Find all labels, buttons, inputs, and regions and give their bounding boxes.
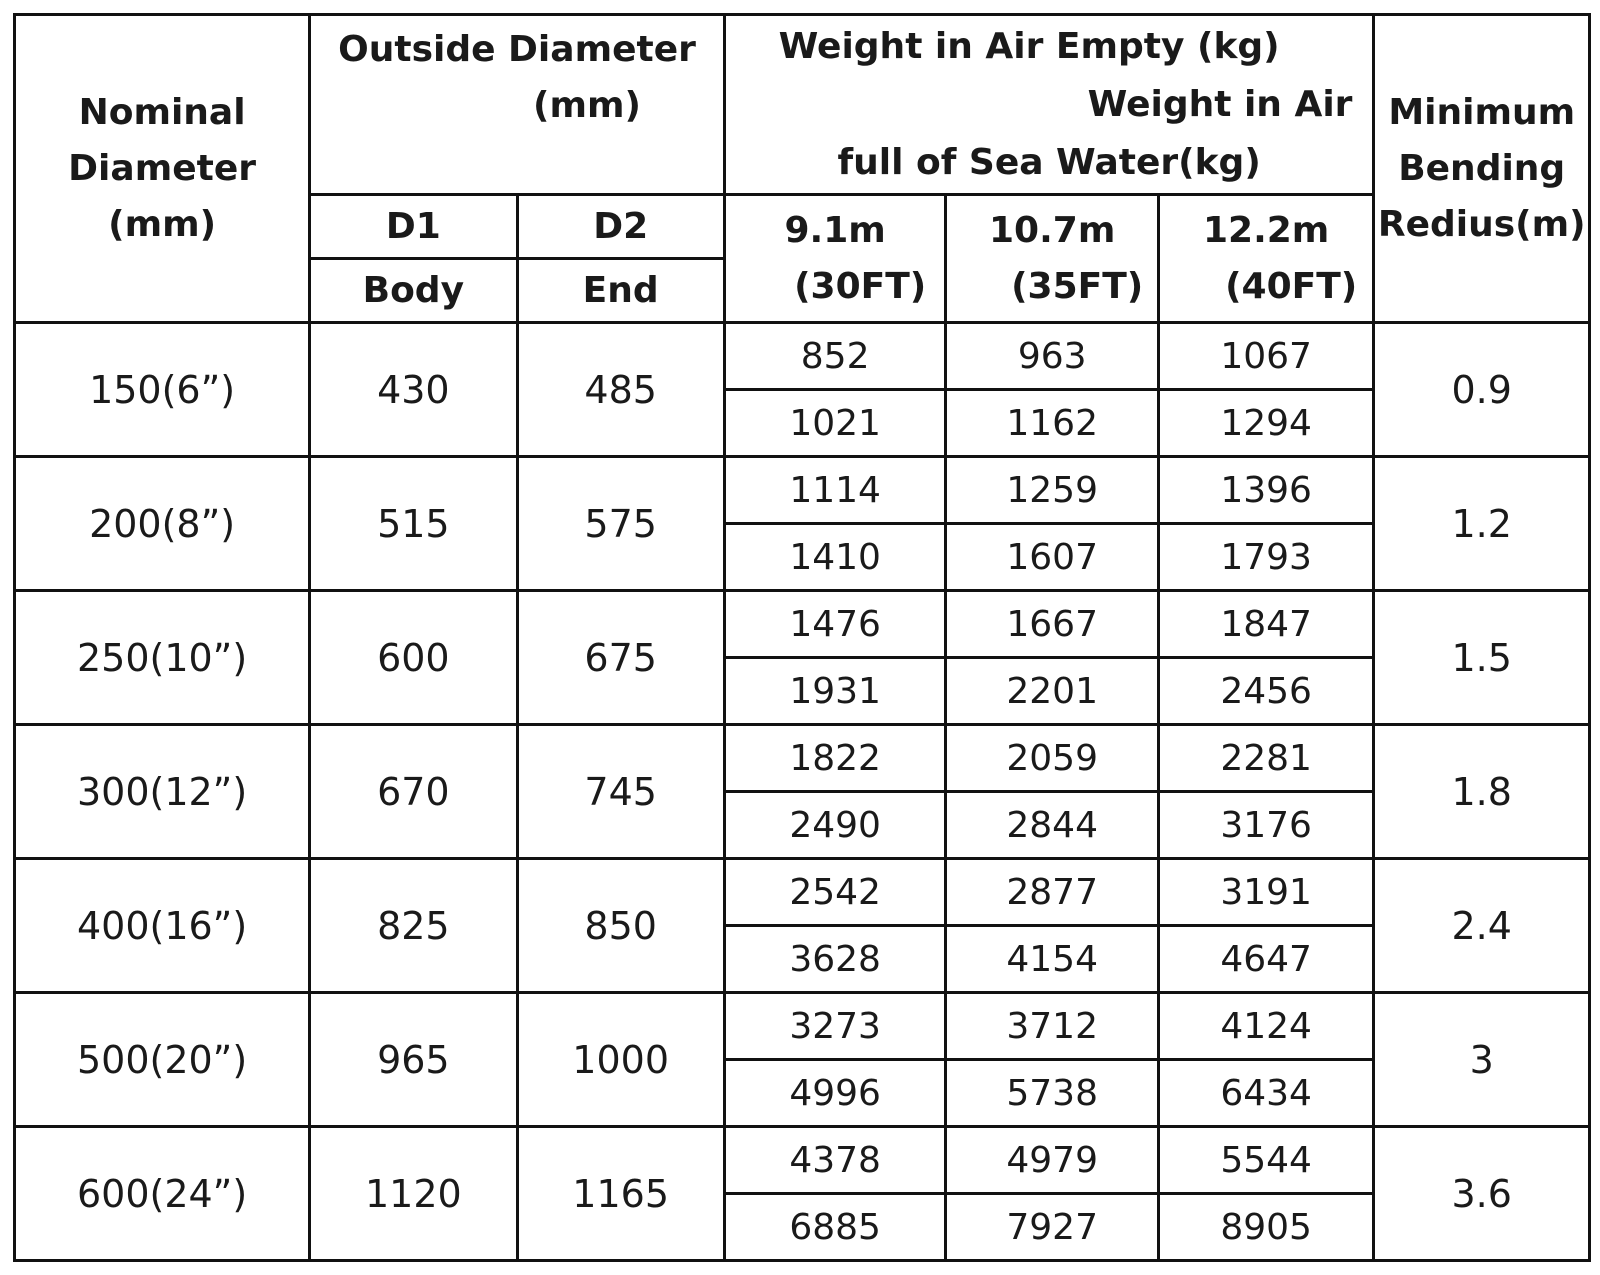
outside-diameter-header <box>310 15 725 195</box>
length-ft: (35FT) <box>1011 265 1144 307</box>
weight-header-seawater: full of Sea Water(kg) <box>837 141 1261 183</box>
weight-empty-cell: 1396 <box>1158 457 1374 524</box>
weight-full-cell: 3176 <box>1158 792 1374 859</box>
weight-empty-cell: 1476 <box>724 591 946 658</box>
weight-full-cell: 7927 <box>946 1194 1158 1261</box>
table-row <box>15 323 1590 390</box>
weight-full-cell: 1793 <box>1158 524 1374 591</box>
table-row <box>15 1127 1590 1194</box>
d2-end-cell: 1165 <box>517 1127 724 1261</box>
weight-empty-cell: 963 <box>946 323 1158 390</box>
weight-empty-cell: 3191 <box>1158 859 1374 926</box>
d2-end-cell: 575 <box>517 457 724 591</box>
weight-full-cell: 2456 <box>1158 658 1374 725</box>
bending-header-line3: Redius(m) <box>1377 203 1586 245</box>
end-header: End <box>517 259 724 323</box>
bending-radius-cell: 3 <box>1374 993 1590 1127</box>
nominal-header-line2: Diameter <box>68 147 256 189</box>
nominal-diameter-cell: 600(24”) <box>15 1127 310 1261</box>
table-row <box>15 457 1590 524</box>
weight-empty-cell: 2542 <box>724 859 946 926</box>
length-header-12m <box>1158 195 1374 323</box>
length-m: 9.1m <box>784 209 886 251</box>
weight-full-cell: 2201 <box>946 658 1158 725</box>
weight-empty-cell: 1259 <box>946 457 1158 524</box>
weight-full-cell: 2490 <box>724 792 946 859</box>
weight-empty-cell: 1847 <box>1158 591 1374 658</box>
bending-radius-cell: 3.6 <box>1374 1127 1590 1261</box>
table-row <box>15 993 1590 1060</box>
body-header: Body <box>310 259 517 323</box>
bending-header-line1: Minimum <box>1388 91 1576 133</box>
bending-radius-cell: 1.5 <box>1374 591 1590 725</box>
d1-body-cell: 600 <box>310 591 517 725</box>
length-m: 10.7m <box>989 209 1116 251</box>
d1-body-cell: 965 <box>310 993 517 1127</box>
outside-header-line2: (mm) <box>533 85 641 126</box>
weight-empty-cell: 2059 <box>946 725 1158 792</box>
table-header <box>15 15 1590 323</box>
weight-empty-cell: 4124 <box>1158 993 1374 1060</box>
weight-empty-cell: 1067 <box>1158 323 1374 390</box>
weight-header-empty: Weight in Air Empty (kg) <box>778 25 1280 67</box>
nominal-diameter-cell: 500(20”) <box>15 993 310 1127</box>
nominal-diameter-cell: 200(8”) <box>15 457 310 591</box>
table-row <box>15 725 1590 792</box>
d2-end-cell: 1000 <box>517 993 724 1127</box>
d1-body-cell: 825 <box>310 859 517 993</box>
weight-full-cell: 1931 <box>724 658 946 725</box>
d2-end-cell: 675 <box>517 591 724 725</box>
weight-empty-cell: 852 <box>724 323 946 390</box>
weight-full-cell: 4647 <box>1158 926 1374 993</box>
table-body <box>15 323 1590 1261</box>
weight-empty-cell: 3273 <box>724 993 946 1060</box>
nominal-diameter-cell: 300(12”) <box>15 725 310 859</box>
weight-empty-cell: 1822 <box>724 725 946 792</box>
min-bending-radius-header <box>1374 15 1590 323</box>
weight-full-cell: 4154 <box>946 926 1158 993</box>
nominal-diameter-cell: 250(10”) <box>15 591 310 725</box>
weight-empty-cell: 2877 <box>946 859 1158 926</box>
weight-full-cell: 5738 <box>946 1060 1158 1127</box>
length-ft: (40FT) <box>1225 265 1358 307</box>
weight-empty-cell: 3712 <box>946 993 1158 1060</box>
weight-full-cell: 2844 <box>946 792 1158 859</box>
weight-empty-cell: 1667 <box>946 591 1158 658</box>
weight-header-air: Weight in Air <box>1087 83 1353 125</box>
weight-full-cell: 6885 <box>724 1194 946 1261</box>
bending-header-line2: Bending <box>1398 147 1566 189</box>
d2-end-cell: 745 <box>517 725 724 859</box>
bending-radius-cell: 2.4 <box>1374 859 1590 993</box>
weight-empty-cell: 4378 <box>724 1127 946 1194</box>
length-header-9m <box>724 195 946 323</box>
weight-full-cell: 1021 <box>724 390 946 457</box>
d2-header: D2 <box>517 195 724 259</box>
nominal-header-line3: (mm) <box>108 203 217 245</box>
d2-end-cell: 850 <box>517 859 724 993</box>
outside-header-line1: Outside Diameter <box>338 29 696 70</box>
length-header-10m <box>946 195 1158 323</box>
weight-full-cell: 8905 <box>1158 1194 1374 1261</box>
table-row <box>15 859 1590 926</box>
bending-radius-cell: 0.9 <box>1374 323 1590 457</box>
weight-empty-cell: 4979 <box>946 1127 1158 1194</box>
weight-empty-cell: 2281 <box>1158 725 1374 792</box>
weight-full-cell: 6434 <box>1158 1060 1374 1127</box>
d1-body-cell: 670 <box>310 725 517 859</box>
length-m: 12.2m <box>1202 209 1330 251</box>
nominal-diameter-header <box>15 15 310 323</box>
hose-spec-table <box>13 13 1591 1262</box>
d2-end-cell: 485 <box>517 323 724 457</box>
weight-empty-cell: 5544 <box>1158 1127 1374 1194</box>
weight-header <box>724 15 1374 195</box>
d1-body-cell: 430 <box>310 323 517 457</box>
d1-body-cell: 1120 <box>310 1127 517 1261</box>
weight-empty-cell: 1114 <box>724 457 946 524</box>
bending-radius-cell: 1.8 <box>1374 725 1590 859</box>
weight-full-cell: 1410 <box>724 524 946 591</box>
weight-full-cell: 4996 <box>724 1060 946 1127</box>
weight-full-cell: 1162 <box>946 390 1158 457</box>
nominal-diameter-cell: 150(6”) <box>15 323 310 457</box>
d1-body-cell: 515 <box>310 457 517 591</box>
bending-radius-cell: 1.2 <box>1374 457 1590 591</box>
table-row <box>15 591 1590 658</box>
length-ft: (30FT) <box>794 265 927 307</box>
d1-header: D1 <box>310 195 517 259</box>
weight-full-cell: 1294 <box>1158 390 1374 457</box>
weight-full-cell: 3628 <box>724 926 946 993</box>
nominal-diameter-cell: 400(16”) <box>15 859 310 993</box>
weight-full-cell: 1607 <box>946 524 1158 591</box>
nominal-header-line1: Nominal <box>78 91 246 133</box>
